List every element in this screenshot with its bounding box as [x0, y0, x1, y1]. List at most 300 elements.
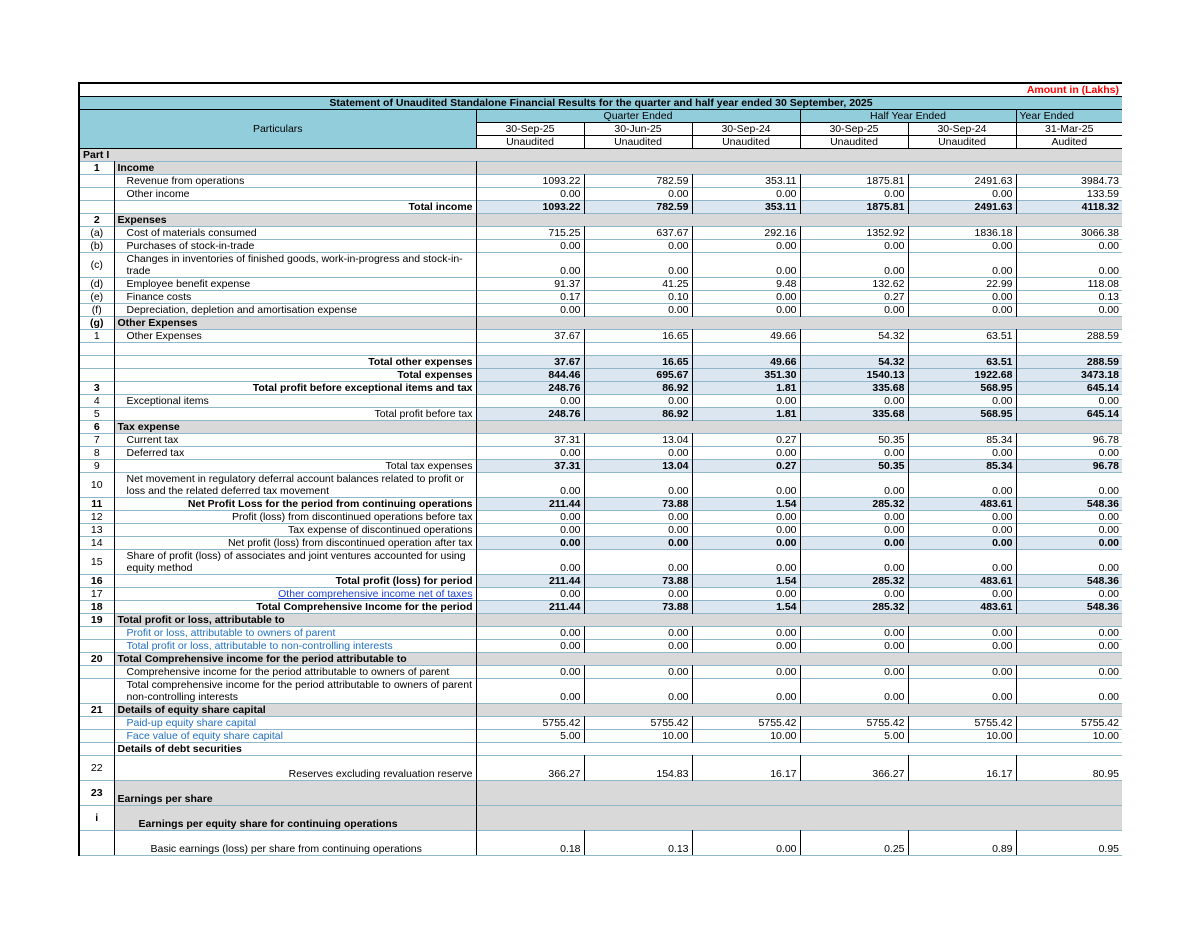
value-cell	[908, 343, 1016, 356]
table-row	[79, 806, 1122, 831]
value-cell: 0.00	[692, 679, 800, 704]
value-cell: 37.67	[476, 330, 584, 343]
value-cell: 0.00	[800, 627, 908, 640]
value-cell: 63.51	[908, 356, 1016, 369]
value-cell: 0.13	[1016, 291, 1122, 304]
value-cell: 0.00	[1016, 550, 1122, 575]
section-spacer	[476, 806, 1122, 831]
amount-note: Amount in (Lakhs)	[79, 83, 1122, 97]
value-cell: 0.00	[476, 537, 584, 550]
value-cell: 0.00	[692, 304, 800, 317]
row-number: 1	[79, 162, 114, 175]
value-cell	[692, 343, 800, 356]
value-cell: 10.00	[1016, 730, 1122, 743]
value-cell: 568.95	[908, 382, 1016, 395]
value-cell: 132.62	[800, 278, 908, 291]
value-cell: 0.00	[584, 524, 692, 537]
table-row	[79, 704, 1122, 717]
section-spacer	[476, 214, 1122, 227]
row-number: 16	[79, 575, 114, 588]
value-cell: 0.00	[584, 395, 692, 408]
table-row	[79, 408, 1122, 421]
table-row	[79, 330, 1122, 343]
value-cell: 0.00	[800, 188, 908, 201]
value-cell: 96.78	[1016, 434, 1122, 447]
value-cell: 782.59	[584, 175, 692, 188]
value-cell: 0.00	[476, 240, 584, 253]
value-cell: 86.92	[584, 408, 692, 421]
table-row	[79, 214, 1122, 227]
value-cell: 483.61	[908, 601, 1016, 614]
row-number	[79, 730, 114, 743]
col-status: Unaudited	[476, 136, 584, 149]
table-row	[79, 831, 1122, 856]
col-date: 31-Mar-25	[1016, 123, 1122, 136]
value-cell: 0.00	[692, 240, 800, 253]
value-cell: 1875.81	[800, 201, 908, 214]
value-cell: 0.10	[584, 291, 692, 304]
value-cell: 5755.42	[908, 717, 1016, 730]
value-cell: 1922.68	[908, 369, 1016, 382]
value-cell: 1.54	[692, 601, 800, 614]
value-cell: 0.00	[584, 640, 692, 653]
column-group-header	[79, 110, 1122, 123]
table-row	[79, 756, 1122, 781]
row-number: 10	[79, 473, 114, 498]
row-label: Total profit before tax	[114, 408, 476, 421]
value-cell: 0.00	[800, 537, 908, 550]
value-cell: 1352.92	[800, 227, 908, 240]
part-label: Part I	[79, 149, 1122, 162]
value-cell: 0.00	[908, 188, 1016, 201]
col-status: Unaudited	[800, 136, 908, 149]
table-row	[79, 304, 1122, 317]
value-cell: 548.36	[1016, 575, 1122, 588]
table-row	[79, 434, 1122, 447]
value-cell: 37.31	[476, 434, 584, 447]
value-cell: 0.00	[476, 188, 584, 201]
part-row	[79, 149, 1122, 162]
value-cell: 0.00	[1016, 395, 1122, 408]
row-label: Current tax	[114, 434, 476, 447]
value-cell: 85.34	[908, 434, 1016, 447]
table-row	[79, 162, 1122, 175]
value-cell: 353.11	[692, 201, 800, 214]
table-row	[79, 356, 1122, 369]
value-cell: 16.17	[908, 756, 1016, 781]
value-cell: 353.11	[692, 175, 800, 188]
value-cell: 0.00	[908, 240, 1016, 253]
row-number	[79, 356, 114, 369]
table-row	[79, 227, 1122, 240]
table-row	[79, 511, 1122, 524]
table-row	[79, 653, 1122, 666]
value-cell: 49.66	[692, 356, 800, 369]
row-number	[79, 627, 114, 640]
half-year-ended-header: Half Year Ended	[800, 110, 1016, 123]
row-number: 21	[79, 704, 114, 717]
value-cell: 285.32	[800, 575, 908, 588]
financial-results-table	[78, 82, 1122, 856]
value-cell: 0.00	[476, 640, 584, 653]
value-cell: 715.25	[476, 227, 584, 240]
table-row	[79, 369, 1122, 382]
row-label: Comprehensive income for the period attributable to owners of parent	[114, 666, 476, 679]
value-cell: 0.00	[692, 666, 800, 679]
value-cell: 1540.13	[800, 369, 908, 382]
value-cell: 0.00	[1016, 511, 1122, 524]
value-cell: 0.00	[584, 679, 692, 704]
row-label: Reserves excluding revaluation reserve	[114, 756, 476, 781]
value-cell: 0.00	[476, 395, 584, 408]
value-cell: 10.00	[584, 730, 692, 743]
table-row	[79, 175, 1122, 188]
col-status: Unaudited	[692, 136, 800, 149]
value-cell: 0.00	[800, 447, 908, 460]
value-cell: 0.00	[908, 524, 1016, 537]
row-label: Tax expense of discontinued operations	[114, 524, 476, 537]
value-cell: 0.00	[584, 627, 692, 640]
value-cell: 0.00	[584, 473, 692, 498]
value-cell: 2491.63	[908, 175, 1016, 188]
col-date: 30-Sep-24	[908, 123, 1016, 136]
value-cell: 5.00	[476, 730, 584, 743]
row-number: 8	[79, 447, 114, 460]
row-label: Total Comprehensive Income for the period	[114, 601, 476, 614]
value-cell	[584, 343, 692, 356]
table-row	[79, 730, 1122, 743]
section-spacer	[476, 781, 1122, 806]
value-cell: 0.00	[908, 679, 1016, 704]
table-row	[79, 498, 1122, 511]
value-cell: 0.00	[1016, 627, 1122, 640]
value-cell: 335.68	[800, 408, 908, 421]
row-number	[79, 188, 114, 201]
value-cell: 645.14	[1016, 408, 1122, 421]
value-cell: 4118.32	[1016, 201, 1122, 214]
section-spacer	[476, 743, 1122, 756]
value-cell: 0.00	[908, 447, 1016, 460]
row-number: 22	[79, 756, 114, 781]
table-row	[79, 781, 1122, 806]
value-cell	[1016, 343, 1122, 356]
value-cell: 0.00	[1016, 240, 1122, 253]
value-cell: 0.00	[1016, 679, 1122, 704]
row-label: Income	[114, 162, 476, 175]
value-cell: 0.00	[908, 627, 1016, 640]
value-cell: 73.88	[584, 498, 692, 511]
value-cell: 0.00	[1016, 537, 1122, 550]
row-number	[79, 717, 114, 730]
value-cell: 0.00	[908, 253, 1016, 278]
value-cell: 5755.42	[1016, 717, 1122, 730]
value-cell: 645.14	[1016, 382, 1122, 395]
value-cell: 91.37	[476, 278, 584, 291]
value-cell: 1.81	[692, 382, 800, 395]
table-row	[79, 291, 1122, 304]
col-status: Audited	[1016, 136, 1122, 149]
value-cell: 5.00	[800, 730, 908, 743]
amount-note-row	[79, 83, 1122, 97]
section-spacer	[476, 704, 1122, 717]
section-spacer	[476, 317, 1122, 330]
table-row	[79, 473, 1122, 498]
value-cell: 1875.81	[800, 175, 908, 188]
value-cell: 5755.42	[800, 717, 908, 730]
value-cell: 0.00	[800, 666, 908, 679]
row-number: 7	[79, 434, 114, 447]
table-row	[79, 240, 1122, 253]
value-cell: 0.00	[908, 537, 1016, 550]
row-label: Earnings per equity share for continuing operations	[114, 806, 476, 831]
table-row	[79, 550, 1122, 575]
value-cell: 80.95	[1016, 756, 1122, 781]
value-cell: 0.00	[692, 627, 800, 640]
value-cell: 0.89	[908, 831, 1016, 856]
value-cell: 0.95	[1016, 831, 1122, 856]
table-row	[79, 278, 1122, 291]
row-number: (e)	[79, 291, 114, 304]
value-cell: 0.00	[800, 588, 908, 601]
value-cell: 85.34	[908, 460, 1016, 473]
value-cell: 335.68	[800, 382, 908, 395]
value-cell: 3066.38	[1016, 227, 1122, 240]
row-number	[79, 831, 114, 856]
row-number: 19	[79, 614, 114, 627]
row-number: 5	[79, 408, 114, 421]
row-label: Total other expenses	[114, 356, 476, 369]
row-number: 18	[79, 601, 114, 614]
value-cell: 0.13	[584, 831, 692, 856]
value-cell: 292.16	[692, 227, 800, 240]
row-label: Profit or loss, attributable to owners of parent	[114, 627, 476, 640]
value-cell: 0.00	[1016, 473, 1122, 498]
value-cell: 0.18	[476, 831, 584, 856]
table-row	[79, 537, 1122, 550]
row-number: 17	[79, 588, 114, 601]
value-cell: 0.00	[692, 831, 800, 856]
row-number: 23	[79, 781, 114, 806]
value-cell: 13.04	[584, 434, 692, 447]
value-cell: 1.54	[692, 575, 800, 588]
section-spacer	[476, 421, 1122, 434]
row-number	[79, 201, 114, 214]
value-cell: 0.00	[800, 524, 908, 537]
row-label: Basic earnings (loss) per share from continuing operations	[114, 831, 476, 856]
row-number	[79, 743, 114, 756]
row-label: Total profit before exceptional items and tax	[114, 382, 476, 395]
value-cell: 0.00	[800, 395, 908, 408]
value-cell: 10.00	[908, 730, 1016, 743]
value-cell: 0.00	[692, 588, 800, 601]
value-cell: 50.35	[800, 434, 908, 447]
value-cell: 0.00	[800, 679, 908, 704]
value-cell: 37.31	[476, 460, 584, 473]
value-cell: 0.00	[692, 640, 800, 653]
col-date: 30-Sep-25	[476, 123, 584, 136]
value-cell: 0.00	[584, 188, 692, 201]
row-label: Net Profit Loss for the period from continuing operations	[114, 498, 476, 511]
value-cell: 118.08	[1016, 278, 1122, 291]
row-number: (g)	[79, 317, 114, 330]
row-label: Total Comprehensive income for the period attributable to	[114, 653, 476, 666]
value-cell: 37.67	[476, 356, 584, 369]
row-number: 4	[79, 395, 114, 408]
row-label: Other income	[114, 188, 476, 201]
value-cell: 154.83	[584, 756, 692, 781]
row-number: 11	[79, 498, 114, 511]
table-row	[79, 421, 1122, 434]
table-row	[79, 588, 1122, 601]
row-label: Profit (loss) from discontinued operations before tax	[114, 511, 476, 524]
table-row	[79, 317, 1122, 330]
value-cell: 0.00	[800, 253, 908, 278]
row-label: Net movement in regulatory deferral account balances related to profit or loss and the related deferred tax movement	[114, 473, 476, 498]
row-label: Total tax expenses	[114, 460, 476, 473]
row-label: Total profit (loss) for period	[114, 575, 476, 588]
value-cell: 49.66	[692, 330, 800, 343]
value-cell: 0.00	[584, 447, 692, 460]
value-cell: 0.00	[1016, 253, 1122, 278]
row-label: Revenue from operations	[114, 175, 476, 188]
row-number: 20	[79, 653, 114, 666]
value-cell: 568.95	[908, 408, 1016, 421]
row-number: 14	[79, 537, 114, 550]
row-number: i	[79, 806, 114, 831]
value-cell: 1.54	[692, 498, 800, 511]
value-cell: 0.00	[476, 253, 584, 278]
value-cell: 0.00	[476, 588, 584, 601]
row-label: Cost of materials consumed	[114, 227, 476, 240]
row-number: (d)	[79, 278, 114, 291]
particulars-header: Particulars	[79, 110, 476, 149]
section-spacer	[476, 162, 1122, 175]
row-label: Exceptional items	[114, 395, 476, 408]
col-status: Unaudited	[584, 136, 692, 149]
row-number: (b)	[79, 240, 114, 253]
value-cell: 5755.42	[476, 717, 584, 730]
row-label: Changes in inventories of finished goods, work-in-progress and stock-in-trade	[114, 253, 476, 278]
table-row	[79, 627, 1122, 640]
value-cell: 548.36	[1016, 601, 1122, 614]
value-cell: 0.00	[476, 550, 584, 575]
col-status: Unaudited	[908, 136, 1016, 149]
row-label: Total comprehensive income for the period attributable to owners of parent non-controlling interests	[114, 679, 476, 704]
row-label: Deferred tax	[114, 447, 476, 460]
table-row	[79, 743, 1122, 756]
value-cell: 0.00	[800, 640, 908, 653]
table-row	[79, 614, 1122, 627]
col-date: 30-Sep-24	[692, 123, 800, 136]
row-number: 2	[79, 214, 114, 227]
value-cell: 0.00	[584, 253, 692, 278]
table-row	[79, 601, 1122, 614]
section-spacer	[476, 614, 1122, 627]
row-number	[79, 679, 114, 704]
table-row	[79, 447, 1122, 460]
value-cell: 0.00	[1016, 304, 1122, 317]
value-cell: 288.59	[1016, 330, 1122, 343]
value-cell: 0.27	[692, 434, 800, 447]
value-cell: 0.00	[692, 291, 800, 304]
value-cell: 3984.73	[1016, 175, 1122, 188]
value-cell: 0.00	[584, 666, 692, 679]
value-cell: 0.00	[800, 473, 908, 498]
value-cell: 96.78	[1016, 460, 1122, 473]
value-cell: 50.35	[800, 460, 908, 473]
table-row	[79, 679, 1122, 704]
value-cell: 0.00	[800, 511, 908, 524]
value-cell: 54.32	[800, 356, 908, 369]
row-number: (c)	[79, 253, 114, 278]
value-cell: 41.25	[584, 278, 692, 291]
value-cell	[800, 343, 908, 356]
value-cell: 5755.42	[692, 717, 800, 730]
value-cell: 13.04	[584, 460, 692, 473]
table-row	[79, 253, 1122, 278]
value-cell: 0.00	[1016, 640, 1122, 653]
value-cell: 366.27	[476, 756, 584, 781]
value-cell: 0.00	[692, 511, 800, 524]
value-cell: 0.00	[800, 304, 908, 317]
value-cell: 0.00	[692, 447, 800, 460]
section-spacer	[476, 653, 1122, 666]
value-cell: 351.30	[692, 369, 800, 382]
row-number: 6	[79, 421, 114, 434]
row-label: Details of debt securities	[114, 743, 476, 756]
value-cell: 0.00	[692, 473, 800, 498]
row-label: Purchases of stock-in-trade	[114, 240, 476, 253]
value-cell: 0.00	[692, 550, 800, 575]
value-cell: 0.00	[476, 511, 584, 524]
quarter-ended-header: Quarter Ended	[476, 110, 800, 123]
value-cell: 483.61	[908, 498, 1016, 511]
value-cell: 548.36	[1016, 498, 1122, 511]
value-cell: 483.61	[908, 575, 1016, 588]
value-cell: 0.00	[692, 537, 800, 550]
row-number: 15	[79, 550, 114, 575]
value-cell: 1093.22	[476, 175, 584, 188]
row-label: Share of profit (loss) of associates and joint ventures accounted for using equity method	[114, 550, 476, 575]
value-cell: 73.88	[584, 601, 692, 614]
value-cell: 637.67	[584, 227, 692, 240]
row-number: 9	[79, 460, 114, 473]
value-cell: 0.00	[908, 304, 1016, 317]
value-cell: 285.32	[800, 601, 908, 614]
row-number	[79, 369, 114, 382]
value-cell: 0.00	[908, 588, 1016, 601]
value-cell: 0.27	[800, 291, 908, 304]
value-cell: 0.27	[692, 460, 800, 473]
row-label: Employee benefit expense	[114, 278, 476, 291]
table-row	[79, 640, 1122, 653]
year-ended-header: Year Ended	[1016, 110, 1122, 123]
value-cell: 0.00	[1016, 447, 1122, 460]
table-row	[79, 382, 1122, 395]
value-cell: 10.00	[692, 730, 800, 743]
value-cell: 16.17	[692, 756, 800, 781]
value-cell: 54.32	[800, 330, 908, 343]
row-number	[79, 175, 114, 188]
table-row	[79, 343, 1122, 356]
row-label: Tax expense	[114, 421, 476, 434]
value-cell: 0.00	[476, 304, 584, 317]
row-number: 13	[79, 524, 114, 537]
value-cell: 0.00	[908, 511, 1016, 524]
row-label: Details of equity share capital	[114, 704, 476, 717]
statement-title-row	[79, 97, 1122, 110]
row-label: Total profit or loss, attributable to	[114, 614, 476, 627]
